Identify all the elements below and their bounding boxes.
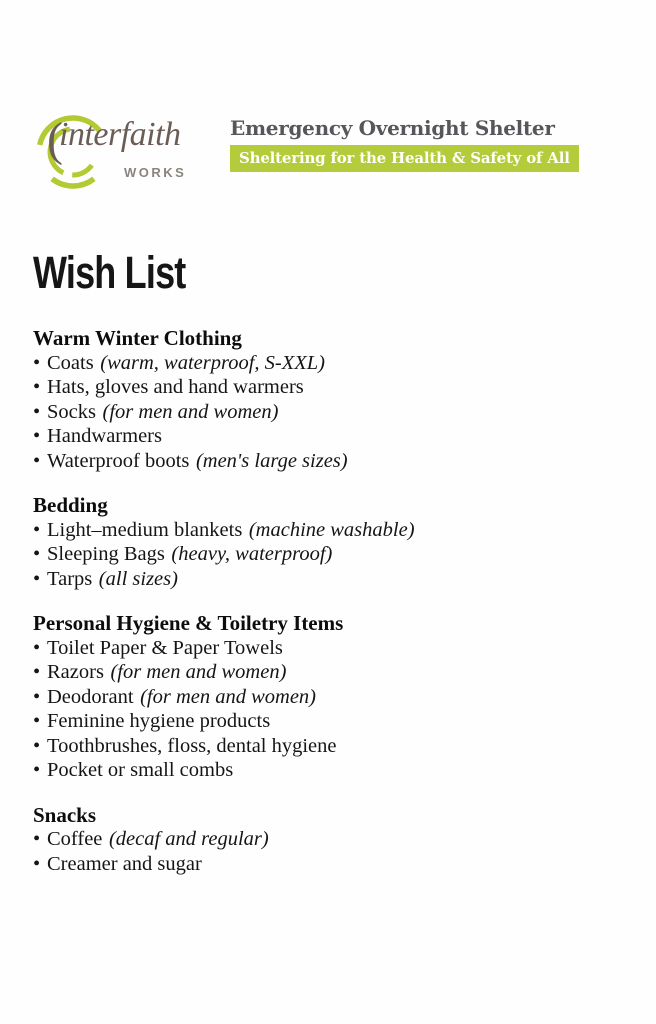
logo-paren-glyph: ( — [47, 113, 63, 166]
bullet-glyph: • — [33, 567, 41, 590]
section-heading: Warm Winter Clothing — [33, 326, 242, 350]
item-text: Tarps — [47, 567, 93, 590]
list-item — [33, 636, 623, 661]
item-note: (machine washable) — [248, 518, 415, 541]
item-note: (for men and women) — [110, 661, 287, 683]
list-item — [33, 660, 623, 685]
list-item — [33, 424, 623, 449]
list-item — [33, 351, 623, 376]
bullet-glyph: • — [33, 734, 41, 757]
item-text: Light–medium blankets — [47, 518, 243, 541]
bullet-glyph: • — [33, 685, 41, 708]
list-item — [33, 518, 623, 543]
list-item — [33, 567, 623, 592]
item-text: Handwarmers — [47, 425, 162, 447]
item-text: Creamer and sugar — [47, 852, 202, 875]
item-text: Toilet Paper & Paper Towels — [47, 636, 283, 659]
item-note: (for men and women) — [102, 400, 279, 423]
wish-list-section — [33, 611, 623, 783]
wish-list-section — [33, 493, 623, 591]
wish-list-section — [33, 803, 623, 877]
bullet-glyph: • — [33, 425, 41, 447]
item-text: Socks — [47, 400, 96, 423]
bullet-glyph: • — [33, 376, 41, 398]
item-text: Coffee — [47, 828, 103, 850]
logo-works-label: WORKS — [124, 165, 187, 180]
section-heading: Personal Hygiene & Toiletry Items — [33, 611, 344, 635]
item-note: (warm, waterproof, S-XXL) — [100, 351, 325, 374]
item-note: (heavy, waterproof) — [171, 543, 333, 565]
bullet-glyph: • — [33, 710, 41, 732]
list-item — [33, 852, 623, 877]
list-item — [33, 709, 623, 734]
item-text: Pocket or small combs — [47, 759, 234, 781]
bullet-glyph: • — [33, 852, 41, 875]
bullet-glyph: • — [33, 449, 41, 472]
page-title: Wish List — [33, 247, 186, 298]
bullet-glyph: • — [33, 636, 41, 659]
section-heading: Bedding — [33, 493, 108, 517]
bullet-glyph: • — [33, 543, 41, 565]
list-item — [33, 685, 623, 710]
item-note: (all sizes) — [98, 567, 178, 590]
list-item — [33, 827, 623, 852]
item-text: Hats, gloves and hand warmers — [47, 376, 304, 398]
list-item — [33, 400, 623, 425]
bullet-glyph: • — [33, 400, 41, 423]
bullet-glyph: • — [33, 518, 41, 541]
bullet-glyph: • — [33, 661, 41, 683]
item-text: Coats — [47, 351, 94, 374]
item-note: (for men and women) — [140, 685, 317, 708]
masthead — [33, 108, 656, 198]
bullet-glyph: • — [33, 351, 41, 374]
item-text: Waterproof boots — [47, 449, 190, 472]
interfaith-works-logo — [33, 108, 203, 198]
item-text: Feminine hygiene products — [47, 710, 271, 732]
item-note: (men's large sizes) — [195, 449, 348, 472]
tagline-banner: Sheltering for the Health & Safety of All — [230, 145, 579, 172]
item-text: Razors — [47, 661, 104, 683]
program-header — [230, 116, 579, 172]
item-text: Deodorant — [47, 685, 134, 708]
program-title: Emergency Overnight Shelter — [230, 116, 555, 140]
list-item — [33, 734, 623, 759]
item-text: Sleeping Bags — [47, 543, 165, 565]
logo-wordmark: interfaith — [59, 116, 181, 153]
bullet-glyph: • — [33, 828, 41, 850]
wish-list — [33, 326, 623, 876]
wish-list-section — [33, 326, 623, 473]
list-item — [33, 375, 623, 400]
list-item — [33, 449, 623, 474]
bullet-glyph: • — [33, 759, 41, 781]
item-text: Toothbrushes, floss, dental hygiene — [47, 734, 337, 757]
list-item — [33, 758, 623, 783]
item-note: (decaf and regular) — [108, 828, 269, 850]
section-heading: Snacks — [33, 802, 97, 827]
list-item — [33, 542, 623, 567]
